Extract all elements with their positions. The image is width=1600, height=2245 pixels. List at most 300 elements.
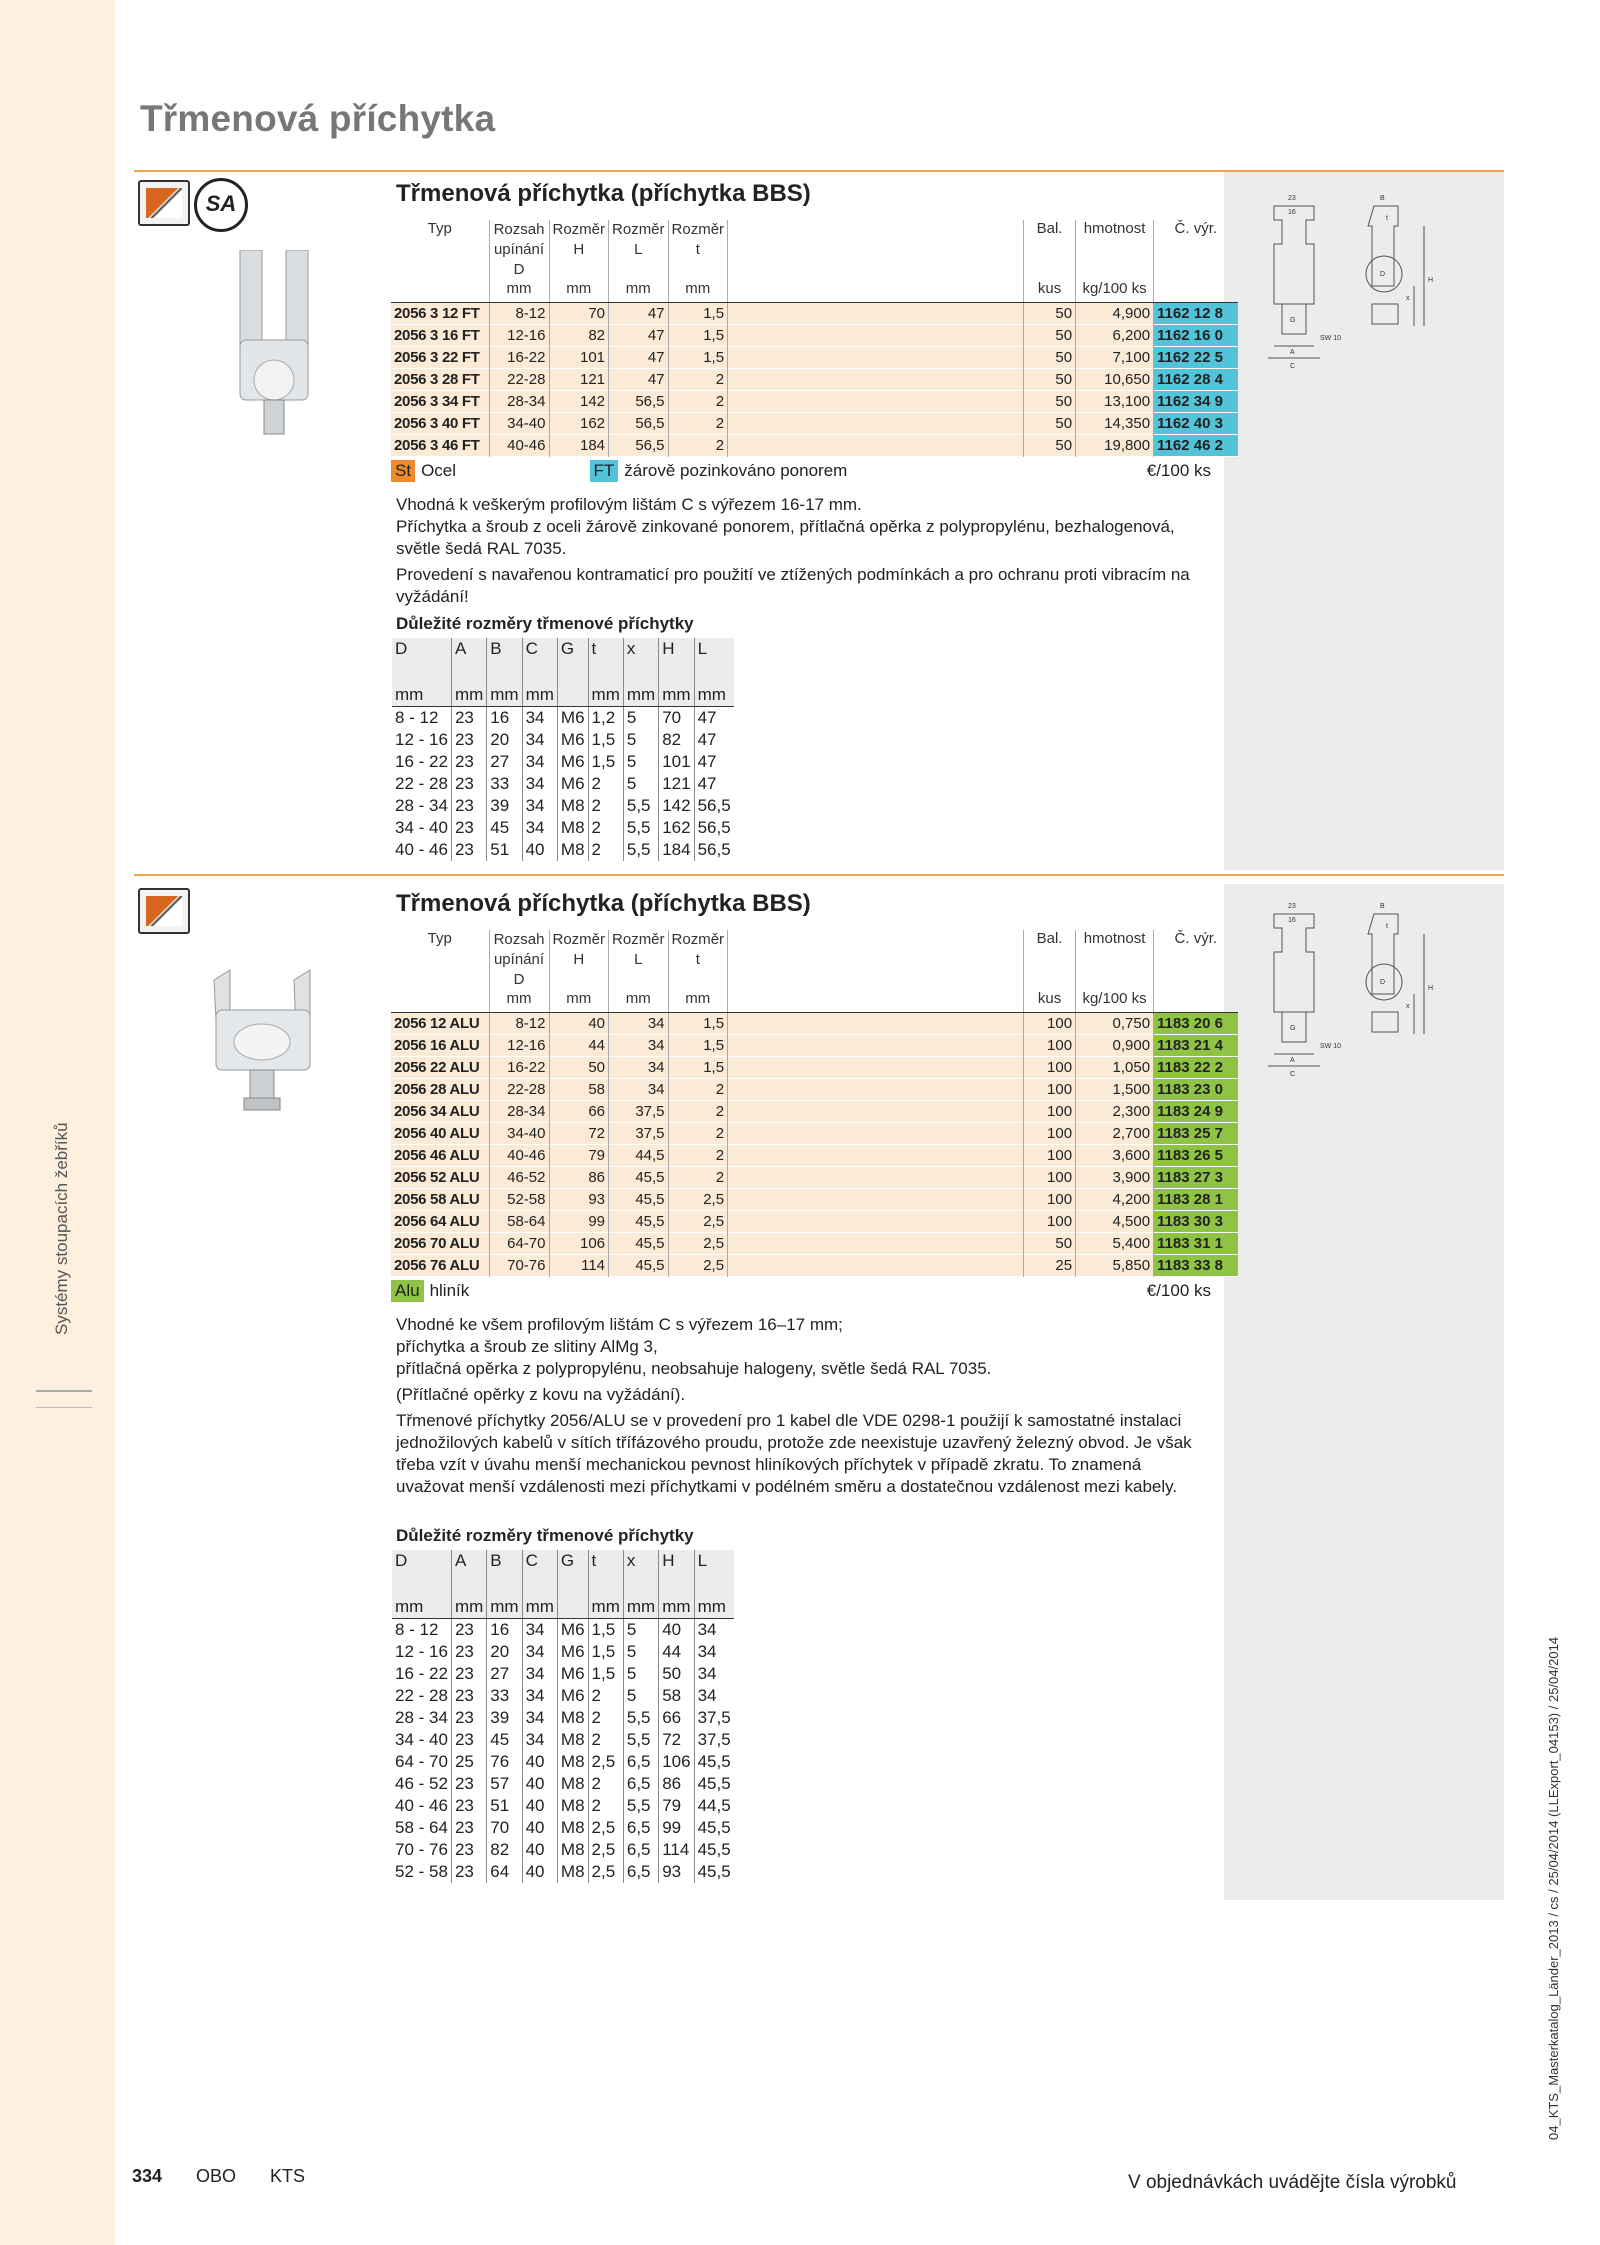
table-cell: 5,5 — [623, 839, 658, 861]
table-cell: 56,5 — [609, 412, 669, 434]
article-number-cell: 1183 31 1 — [1154, 1232, 1238, 1254]
article-number-cell: 1183 27 3 — [1154, 1166, 1238, 1188]
table-cell: 51 — [487, 1795, 522, 1817]
drawing-label: x — [1406, 1003, 1410, 1010]
table-cell: 34 - 40 — [392, 817, 451, 839]
table-row — [391, 434, 1238, 456]
table-cell: 34 - 40 — [392, 1729, 451, 1751]
table-cell: 4,500 — [1076, 1210, 1154, 1232]
table-cell: 40 — [522, 1817, 557, 1839]
col-header: Bal. — [1024, 930, 1076, 990]
table-cell: 8-12 — [489, 302, 549, 324]
table-cell: 5,400 — [1076, 1232, 1154, 1254]
table-cell: 40 — [522, 1861, 557, 1883]
table-cell: 34 — [522, 773, 557, 795]
dim-unit-label: mm — [694, 684, 734, 707]
dim-col-header: D — [392, 638, 451, 684]
table-row — [391, 1188, 1238, 1210]
spacer-cell — [728, 1034, 1024, 1056]
description-paragraph: Třmenové příchytky 2056/ALU se v provedení pro 1 kabel dle VDE 0298-1 použijí k samostatné instalaci jednožilových kabelů v sítích třífázového proudu, protože zde neexistuje uzavřený železný obvod. Je však třeba vzít v úvahu menší mechanickou pevnost hliníkových příchytek v případě zkratu. To znamená uvažovat menší vzdálenosti mezi příchytkami v podélném směru a dostatečnou vzdálenost mezi kabely. — [396, 1411, 1192, 1496]
type-cell: 2056 12 ALU — [391, 1012, 489, 1034]
table-cell: 56,5 — [697, 796, 731, 815]
table-cell: 121 — [549, 368, 609, 390]
table-cell: 45,5 — [697, 1862, 731, 1881]
type-cell: 2056 64 ALU — [391, 1210, 489, 1232]
table-row — [392, 1729, 734, 1751]
table-cell: 34 — [522, 795, 557, 817]
table-cell: 2 — [668, 1122, 728, 1144]
table-cell: M6 — [557, 707, 588, 730]
spacer-cell — [728, 1056, 1024, 1078]
table-cell: 82 — [549, 324, 609, 346]
col-header: hmotnost — [1076, 930, 1154, 990]
table-cell: 100 — [1024, 1056, 1076, 1078]
table-cell: 14,350 — [1076, 412, 1154, 434]
drawing-label: G — [1290, 1025, 1296, 1032]
unit-label: kg/100 ks — [1076, 990, 1154, 1012]
table-cell: 70 — [659, 707, 694, 730]
table-cell: 5,850 — [1076, 1254, 1154, 1276]
article-number-cell: 1183 26 5 — [1154, 1144, 1238, 1166]
table-cell: 3,600 — [1076, 1144, 1154, 1166]
col-header: Typ — [391, 930, 489, 990]
footer-note: V objednávkách uvádějte čísla výrobků — [1128, 2172, 1457, 2193]
table-row — [391, 302, 1238, 324]
table-cell: 40 — [522, 839, 557, 861]
table-cell: 50 — [1024, 390, 1076, 412]
table-cell: 34 — [522, 729, 557, 751]
drawing-label: B — [1380, 195, 1385, 202]
table-cell: 70-76 — [489, 1254, 549, 1276]
table-cell: 100 — [1024, 1100, 1076, 1122]
type-cell: 2056 3 28 FT — [391, 368, 489, 390]
type-cell: 2056 46 ALU — [391, 1144, 489, 1166]
table-cell: 64 — [487, 1861, 522, 1883]
table-cell: 2 — [668, 1100, 728, 1122]
spacer-cell — [728, 346, 1024, 368]
table-row — [391, 1012, 1238, 1034]
table-cell: 37,5 — [697, 1730, 731, 1749]
dim-unit-label: mm — [392, 1596, 451, 1619]
col-header: Rozměr L — [609, 930, 669, 990]
table-cell: 45,5 — [697, 1840, 731, 1859]
table-cell: 16 - 22 — [392, 751, 451, 773]
table-cell: 1,5 — [588, 751, 623, 773]
dim-col-header: G — [557, 1550, 588, 1596]
table-cell: M8 — [557, 1773, 588, 1795]
table-cell: 58 — [549, 1078, 609, 1100]
spacer-cell — [728, 1078, 1024, 1100]
table-row — [392, 1861, 734, 1883]
type-cell: 2056 22 ALU — [391, 1056, 489, 1078]
drawing-label: t — [1386, 215, 1388, 222]
table-cell: 6,5 — [623, 1817, 658, 1839]
table-cell: 34 — [697, 1686, 717, 1705]
table-cell: 100 — [1024, 1012, 1076, 1034]
dim-unit-label: mm — [588, 1596, 623, 1619]
dimension-table-title: Důležité rozměry třmenové příchytky — [396, 1526, 694, 1545]
dim-unit-label: mm — [659, 1596, 694, 1619]
table-cell: 184 — [549, 434, 609, 456]
description-paragraph: Vhodné ke všem profilovým lištám C s výřezem 16–17 mm; příchytka a šroub ze slitiny AlMg 3, přítlačná opěrka z polypropylénu, neobsahuje halogeny, světle šedá RAL 7035. — [396, 1315, 992, 1378]
spacer-cell — [728, 1254, 1024, 1276]
table-cell: 34 — [522, 1663, 557, 1685]
table-cell: 4,900 — [1076, 302, 1154, 324]
table-row — [392, 1839, 734, 1861]
table-cell: 93 — [659, 1861, 694, 1883]
table-row — [391, 1100, 1238, 1122]
drawing-label: H — [1428, 985, 1434, 992]
dim-col-header: B — [487, 1550, 522, 1596]
fire-resistance-cert-icon — [138, 888, 190, 934]
table-cell: 34 — [522, 751, 557, 773]
table-cell: 82 — [659, 729, 694, 751]
table-cell: 44,5 — [697, 1796, 731, 1815]
dim-col-header: L — [694, 638, 734, 684]
table-cell: 45,5 — [609, 1254, 669, 1276]
table-cell: 37,5 — [609, 1122, 669, 1144]
table-cell: 121 — [659, 773, 694, 795]
table-cell: 45 — [487, 817, 522, 839]
table-cell: M8 — [557, 1861, 588, 1883]
table-cell: 23 — [451, 773, 486, 795]
table-cell: 106 — [549, 1232, 609, 1254]
table-cell: 45,5 — [697, 1774, 731, 1793]
table-cell: 100 — [1024, 1188, 1076, 1210]
table-cell: 5,5 — [623, 1795, 658, 1817]
type-cell: 2056 40 ALU — [391, 1122, 489, 1144]
table-cell: 2 — [588, 1729, 623, 1751]
table-cell: 2,700 — [1076, 1122, 1154, 1144]
table-cell: 23 — [451, 839, 486, 861]
table-cell: 25 — [1024, 1254, 1076, 1276]
table-cell: 45 — [487, 1729, 522, 1751]
table-cell: 34 — [522, 1641, 557, 1663]
table-cell: 23 — [451, 751, 486, 773]
table-cell: 8 - 12 — [392, 707, 451, 730]
drawing-label: 23 — [1288, 903, 1296, 910]
table-row — [392, 1619, 734, 1642]
table-cell: 16 — [487, 1619, 522, 1642]
table-cell: 34-40 — [489, 1122, 549, 1144]
table-cell: 52-58 — [489, 1188, 549, 1210]
col-header: Č. výr. — [1174, 220, 1218, 237]
table-row — [391, 1166, 1238, 1188]
dim-col-header: H — [659, 638, 694, 684]
table-cell: M8 — [557, 1729, 588, 1751]
drawing-label: 16 — [1288, 917, 1296, 924]
table-cell: 46 - 52 — [392, 1773, 451, 1795]
table-cell: 37,5 — [609, 1100, 669, 1122]
table-cell: 47 — [697, 730, 717, 749]
material-label: Ocel — [421, 461, 457, 480]
table-row — [392, 817, 734, 839]
dim-col-header: C — [522, 1550, 557, 1596]
table-cell: M6 — [557, 1663, 588, 1685]
side-category-label: Systémy stoupacích žebříků — [52, 1122, 71, 1335]
table-cell: 6,5 — [623, 1839, 658, 1861]
table-cell: M8 — [557, 795, 588, 817]
table-row — [392, 1751, 734, 1773]
table-cell: 56,5 — [697, 840, 731, 859]
table-cell: 40 — [659, 1619, 694, 1642]
dim-unit-label: mm — [659, 684, 694, 707]
unit-label: mm — [609, 990, 669, 1012]
table-cell: 45,5 — [609, 1166, 669, 1188]
table-cell: M6 — [557, 1641, 588, 1663]
table-cell: 34 — [522, 1619, 557, 1642]
section-title: Třmenová příchytka (příchytka BBS) — [396, 890, 811, 917]
table-cell: 12 - 16 — [392, 1641, 451, 1663]
table-cell: 2 — [588, 1795, 623, 1817]
material-legend — [391, 460, 1211, 484]
table-row — [392, 1685, 734, 1707]
table-cell: 2,5 — [588, 1751, 623, 1773]
table-cell: 2 — [668, 434, 728, 456]
table-cell: 40 — [522, 1795, 557, 1817]
table-cell: 5 — [623, 1641, 658, 1663]
dim-unit-label: mm — [487, 1596, 522, 1619]
table-cell: 23 — [451, 795, 486, 817]
table-cell: 1,5 — [588, 1663, 623, 1685]
table-cell: 79 — [549, 1144, 609, 1166]
table-cell: 44 — [549, 1034, 609, 1056]
table-cell: 23 — [451, 1817, 486, 1839]
table-cell: 19,800 — [1076, 434, 1154, 456]
table-cell: 46-52 — [489, 1166, 549, 1188]
spacer-cell — [728, 1100, 1024, 1122]
dim-col-header: A — [451, 638, 486, 684]
table-row — [392, 773, 734, 795]
article-number-cell: 1183 25 7 — [1154, 1122, 1238, 1144]
table-cell: 6,5 — [623, 1861, 658, 1883]
dim-unit-label: mm — [694, 1596, 734, 1619]
table-cell: 23 — [451, 1861, 486, 1883]
table-cell: 5,5 — [623, 795, 658, 817]
dim-col-header: B — [487, 638, 522, 684]
table-cell: M6 — [557, 751, 588, 773]
table-cell: 34 — [522, 817, 557, 839]
table-cell: 39 — [487, 795, 522, 817]
type-cell: 2056 16 ALU — [391, 1034, 489, 1056]
dimension-table — [392, 1550, 734, 1883]
table-cell: 16 - 22 — [392, 1663, 451, 1685]
table-cell: 86 — [659, 1773, 694, 1795]
table-cell: 47 — [697, 708, 717, 727]
table-cell: 23 — [451, 1773, 486, 1795]
table-row — [391, 1254, 1238, 1276]
table-cell: 2,5 — [588, 1839, 623, 1861]
dim-unit-label: mm — [588, 684, 623, 707]
table-cell: 40 — [522, 1751, 557, 1773]
table-cell: 44 — [659, 1641, 694, 1663]
table-row — [391, 412, 1238, 434]
table-cell: 23 — [451, 1707, 486, 1729]
spacer-cell — [728, 302, 1024, 324]
dim-col-header: H — [659, 1550, 694, 1596]
table-cell: 2 — [668, 1166, 728, 1188]
table-cell: 5,5 — [623, 1729, 658, 1751]
dim-col-header: D — [392, 1550, 451, 1596]
type-cell: 2056 70 ALU — [391, 1232, 489, 1254]
table-cell: 50 — [1024, 324, 1076, 346]
table-cell: 23 — [451, 729, 486, 751]
drawing-label: B — [1380, 903, 1385, 910]
table-cell: 40-46 — [489, 434, 549, 456]
table-cell: 2 — [668, 412, 728, 434]
table-cell: M6 — [557, 1619, 588, 1642]
spacer-cell — [728, 368, 1024, 390]
table-cell: 5 — [623, 751, 658, 773]
table-row — [391, 324, 1238, 346]
type-cell: 2056 52 ALU — [391, 1166, 489, 1188]
table-cell: 44,5 — [609, 1144, 669, 1166]
col-header: hmotnost — [1076, 220, 1154, 280]
table-cell: 28-34 — [489, 390, 549, 412]
material-label: hliník — [429, 1281, 470, 1300]
table-cell: 1,5 — [668, 302, 728, 324]
drawing-label: SW 10 — [1320, 335, 1342, 342]
table-row — [391, 1232, 1238, 1254]
article-number-cell: 1183 30 3 — [1154, 1210, 1238, 1232]
product-description — [396, 1314, 1206, 1502]
material-tag-steel: St — [391, 460, 415, 482]
table-cell: 1,5 — [668, 346, 728, 368]
table-cell: 40 - 46 — [392, 839, 451, 861]
order-table — [391, 930, 1238, 1277]
table-cell: 45,5 — [697, 1818, 731, 1837]
type-cell: 2056 3 40 FT — [391, 412, 489, 434]
material-tag-hot-dip: FT — [590, 460, 619, 482]
footer-meta: 04_KTS_Masterkatalog_Länder_2013 / cs / 25/04/2014 (LLExport_04153) / 25/04/2014 — [1546, 1636, 1561, 2140]
table-cell: 5 — [623, 1685, 658, 1707]
article-number-cell: 1162 46 2 — [1154, 434, 1238, 456]
unit-label: mm — [489, 280, 549, 302]
description-paragraph: Vhodná k veškerým profilovým lištám C s výřezem 16-17 mm. Příchytka a šroub z oceli žárově zinkované ponorem, přítlačná opěrka z polypropylénu, bezhalogenová, světle šedá RAL 7035. — [396, 495, 1175, 558]
drawing-label: A — [1290, 349, 1295, 356]
table-cell: 47 — [609, 368, 669, 390]
unit-label: kus — [1024, 280, 1076, 302]
col-header: Rozsah upínání D — [489, 220, 549, 280]
table-cell: 1,5 — [588, 1641, 623, 1663]
table-cell: 2 — [668, 390, 728, 412]
table-cell: 5 — [623, 1663, 658, 1685]
spacer-cell — [728, 1012, 1024, 1034]
article-number-cell: 1162 12 8 — [1154, 302, 1238, 324]
table-cell: 23 — [451, 817, 486, 839]
table-cell: 184 — [659, 839, 694, 861]
table-cell: 86 — [549, 1166, 609, 1188]
table-cell: 2,5 — [668, 1210, 728, 1232]
description-paragraph: (Přítlačné opěrky z kovu na vyžádání). — [396, 1385, 686, 1404]
table-cell: 72 — [549, 1122, 609, 1144]
product-image-clamp-aluminium — [196, 960, 326, 1130]
article-number-cell: 1183 23 0 — [1154, 1078, 1238, 1100]
table-cell: 34 — [697, 1620, 717, 1639]
table-cell: 12-16 — [489, 324, 549, 346]
table-cell: M6 — [557, 1685, 588, 1707]
table-cell: 34 — [609, 1056, 669, 1078]
unit-label: mm — [668, 280, 728, 302]
table-cell: 64-70 — [489, 1232, 549, 1254]
table-cell: 34 — [609, 1034, 669, 1056]
table-cell: 93 — [549, 1188, 609, 1210]
table-cell: 114 — [549, 1254, 609, 1276]
spacer-cell — [728, 1232, 1024, 1254]
article-number-cell: 1183 28 1 — [1154, 1188, 1238, 1210]
drawing-label: t — [1386, 923, 1388, 930]
spacer-cell — [728, 1144, 1024, 1166]
table-cell: 5 — [623, 707, 658, 730]
technical-drawing — [1254, 186, 1474, 386]
table-cell: 22-28 — [489, 1078, 549, 1100]
table-cell: 40 - 46 — [392, 1795, 451, 1817]
table-cell: 56,5 — [609, 434, 669, 456]
table-cell: M8 — [557, 817, 588, 839]
drawing-label: A — [1290, 1057, 1295, 1064]
dim-unit-label: mm — [451, 1596, 486, 1619]
table-cell: 20 — [487, 729, 522, 751]
drawing-label: D — [1380, 271, 1386, 278]
table-cell: 1,5 — [588, 1619, 623, 1642]
unit-label: mm — [489, 990, 549, 1012]
table-cell: 2,5 — [588, 1861, 623, 1883]
drawing-label: C — [1290, 363, 1296, 370]
table-cell: 50 — [1024, 1232, 1076, 1254]
table-cell: 114 — [659, 1839, 694, 1861]
table-cell: 72 — [659, 1729, 694, 1751]
table-cell: 34 — [697, 1664, 717, 1683]
table-cell: 50 — [1024, 434, 1076, 456]
unit-label: mm — [609, 280, 669, 302]
table-cell: 2 — [668, 1144, 728, 1166]
table-cell: 76 — [487, 1751, 522, 1773]
spacer-cell — [728, 1166, 1024, 1188]
table-cell: 2,5 — [668, 1254, 728, 1276]
table-cell: 40-46 — [489, 1144, 549, 1166]
dim-col-header: x — [623, 638, 658, 684]
table-row — [392, 707, 734, 730]
table-cell: 58-64 — [489, 1210, 549, 1232]
table-cell: 6,5 — [623, 1751, 658, 1773]
fire-resistance-cert-icon — [138, 180, 190, 226]
table-cell: 47 — [697, 752, 717, 771]
spacer-cell — [728, 390, 1024, 412]
table-row — [391, 1122, 1238, 1144]
table-cell: 2 — [588, 1773, 623, 1795]
table-cell: M6 — [557, 773, 588, 795]
section-title: Třmenová příchytka (příchytka BBS) — [396, 180, 811, 207]
table-cell: 45,5 — [697, 1752, 731, 1771]
table-cell: 50 — [659, 1663, 694, 1685]
table-cell: 5 — [623, 729, 658, 751]
table-cell: 66 — [549, 1100, 609, 1122]
table-cell: 2,5 — [588, 1817, 623, 1839]
side-strip — [0, 0, 115, 2245]
table-cell: 34 — [522, 1685, 557, 1707]
col-header: Rozměr H — [549, 930, 609, 990]
table-cell: 2,300 — [1076, 1100, 1154, 1122]
table-cell: 2 — [588, 1685, 623, 1707]
table-cell: 2 — [668, 1078, 728, 1100]
type-cell: 2056 3 22 FT — [391, 346, 489, 368]
article-number-cell: 1183 22 2 — [1154, 1056, 1238, 1078]
table-cell: 162 — [659, 817, 694, 839]
dim-col-header: t — [588, 1550, 623, 1596]
dim-col-header: t — [588, 638, 623, 684]
table-cell: 70 - 76 — [392, 1839, 451, 1861]
type-cell: 2056 3 12 FT — [391, 302, 489, 324]
